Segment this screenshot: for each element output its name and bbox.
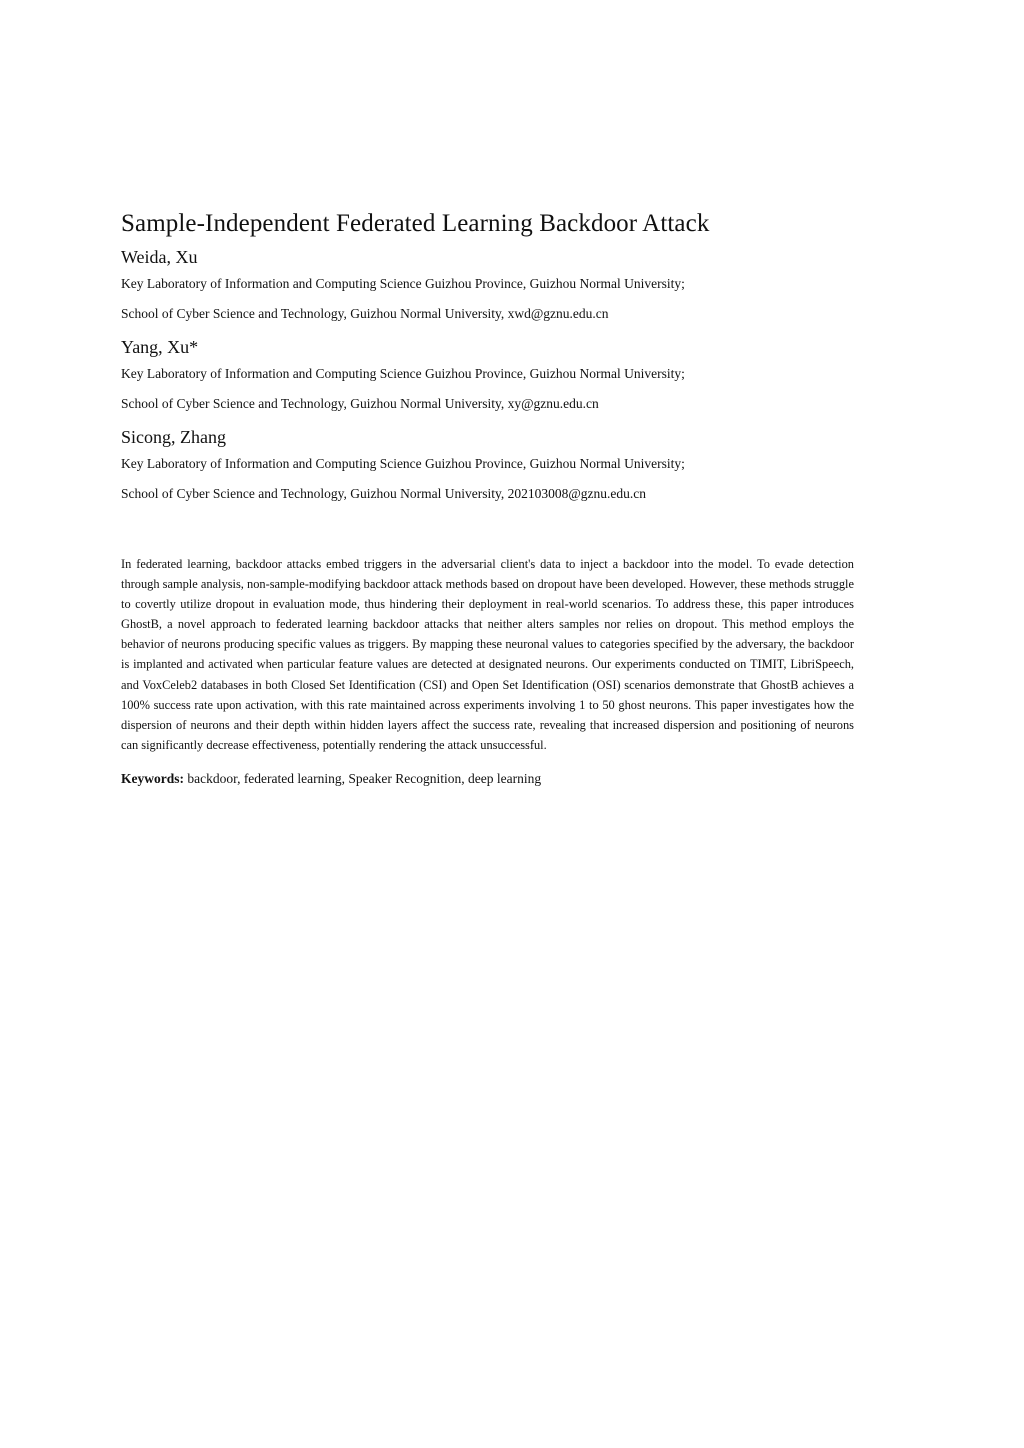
author-name: Yang, Xu* <box>121 337 199 357</box>
author-affiliation-line: School of Cyber Science and Technology, Guizhou Normal University, xy@gznu.edu.cn <box>121 396 599 411</box>
author-block-3 <box>121 424 854 504</box>
author-affiliation-line: School of Cyber Science and Technology, Guizhou Normal University, 202103008@gznu.edu.cn <box>121 486 647 501</box>
keywords-line <box>121 769 854 789</box>
abstract-paragraph: In federated learning, backdoor attacks embed triggers in the adversarial client's data to inject a backdoor into the model. To evade detection through sample analysis, non-sample-modifying backdoor attack methods based on dropout have been developed. However, these methods struggle to covertly utilize dropout in evaluation mode, thus hindering their deployment in real-world scenarios. To address these, this paper introduces GhostB, a novel approach to federated learning backdoor attacks that neither alters samples nor relies on dropout. This method employs the behavior of neurons producing specific values as triggers. By mapping these neuronal values to categories specified by the adversary, the backdoor is implanted and activated when particular feature values are detected at designated neurons. Our experiments conducted on TIMIT, LibriSpeech, and VoxCeleb2 databases in both Closed Set Identification (CSI) and Open Set Identification (OSI) scenarios demonstrate that GhostB achieves a 100% success rate upon activation, with this rate maintained across experiments involving 1 to 50 ghost neurons. This paper investigates how the dispersion of neurons and their depth within hidden layers affect the success rate, revealing that increased dispersion and positioning of neurons can significantly decrease effectiveness, potentially rendering the attack unsuccessful. <box>121 557 854 752</box>
paper-front-matter <box>121 206 854 789</box>
author-name: Sicong, Zhang <box>121 427 226 447</box>
author-affiliation-line: Key Laboratory of Information and Computing Science Guizhou Province, Guizhou Normal University; <box>121 366 685 381</box>
author-block-1 <box>121 244 854 324</box>
paper-title: Sample-Independent Federated Learning Backdoor Attack <box>121 210 710 237</box>
author-name: Weida, Xu <box>121 247 198 267</box>
keywords-text: backdoor, federated learning, Speaker Recognition, deep learning <box>187 770 542 786</box>
author-block-2 <box>121 334 854 414</box>
author-affiliation-line: Key Laboratory of Information and Computing Science Guizhou Province, Guizhou Normal University; <box>121 276 685 291</box>
keywords-label: Keywords: <box>121 770 184 786</box>
author-affiliation-line: School of Cyber Science and Technology, Guizhou Normal University, xwd@gznu.edu.cn <box>121 306 609 321</box>
author-affiliation-line: Key Laboratory of Information and Computing Science Guizhou Province, Guizhou Normal University; <box>121 456 685 471</box>
